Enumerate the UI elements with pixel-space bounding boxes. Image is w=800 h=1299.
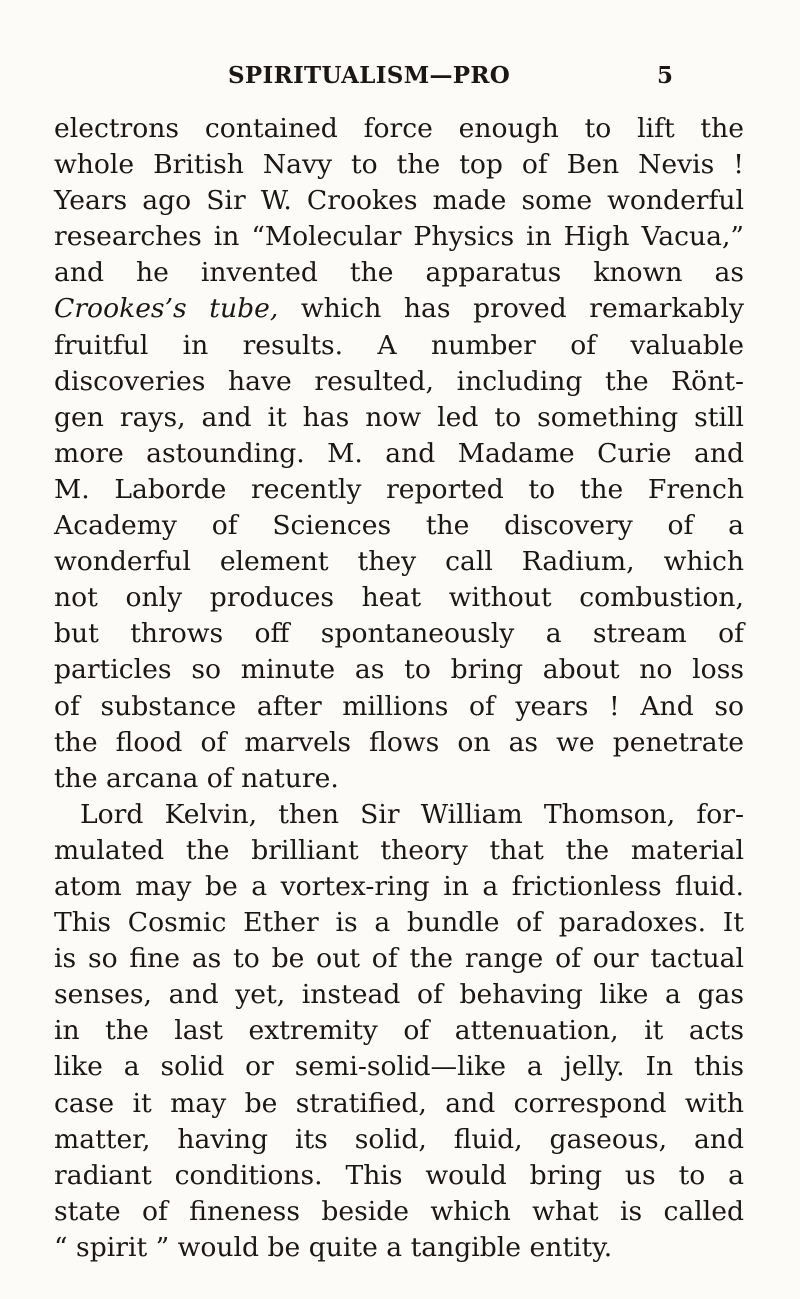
text-line: and he invented the apparatus known as (54, 257, 744, 289)
text-line: This Cosmic Ether is a bundle of paradoxes. It (54, 907, 744, 939)
page-number: 5 (657, 62, 674, 89)
text-line: of substance after millions of years ! And so (54, 690, 744, 722)
text-line: particles so minute as to bring about no loss (54, 654, 744, 686)
text-line: Lord Kelvin, then Sir William Thomson, for- (80, 798, 744, 830)
text-line: state of fineness beside which what is called (54, 1195, 744, 1227)
text-line: mulated the brilliant theory that the material (54, 834, 744, 866)
text-line: discoveries have resulted, including the Rönt- (54, 365, 744, 397)
running-head (0, 62, 800, 98)
text-line: researches in “Molecular Physics in High Vacua,” (54, 221, 744, 253)
text-line: wonderful element they call Radium, which (54, 546, 744, 578)
text-line (54, 291, 744, 327)
text-line: more astounding. M. and Madame Curie and (54, 437, 744, 469)
text-line: radiant conditions. This would bring us to a (54, 1159, 744, 1191)
text-line: electrons contained force enough to lift the (54, 113, 744, 144)
text-line: matter, having its solid, fluid, gaseous, and (54, 1123, 744, 1155)
text-line: gen rays, and it has now led to something still (54, 401, 744, 433)
text-line: the flood of marvels flows on as we penetrate (54, 726, 744, 758)
text-line: the arcana of nature. (54, 762, 339, 794)
text-line: case it may be stratified, and correspond with (54, 1087, 744, 1119)
text-line: “ spirit ” would be quite a tangible entity. (54, 1231, 613, 1263)
text-line: like a solid or semi-solid—like a jelly. In this (54, 1051, 744, 1083)
text-line: whole British Navy to the top of Ben Nevis ! (54, 149, 744, 181)
text-line: Years ago Sir W. Crookes made some wonderful (54, 185, 744, 217)
text-line: in the last extremity of attenuation, it acts (54, 1015, 744, 1047)
italic-title: Crookes’s tube, (54, 293, 279, 325)
text-line: but throws off spontaneously a stream of (54, 618, 744, 650)
running-title: SPIRITUALISM—PRO (228, 62, 511, 89)
text-line: atom may be a vortex-ring in a frictionless fluid. (54, 870, 744, 902)
text-line: not only produces heat without combustion, (54, 582, 744, 614)
body-text (54, 111, 744, 1266)
text-line: M. Laborde recently reported to the French (54, 473, 744, 505)
text-line: senses, and yet, instead of behaving like a gas (54, 979, 744, 1011)
text-line: is so fine as to be out of the range of our tactual (54, 943, 744, 975)
text-line-rest: which has proved remarkably (278, 293, 745, 325)
text-line: fruitful in results. A number of valuable (54, 329, 744, 361)
text-line: Academy of Sciences the discovery of a (54, 510, 744, 542)
